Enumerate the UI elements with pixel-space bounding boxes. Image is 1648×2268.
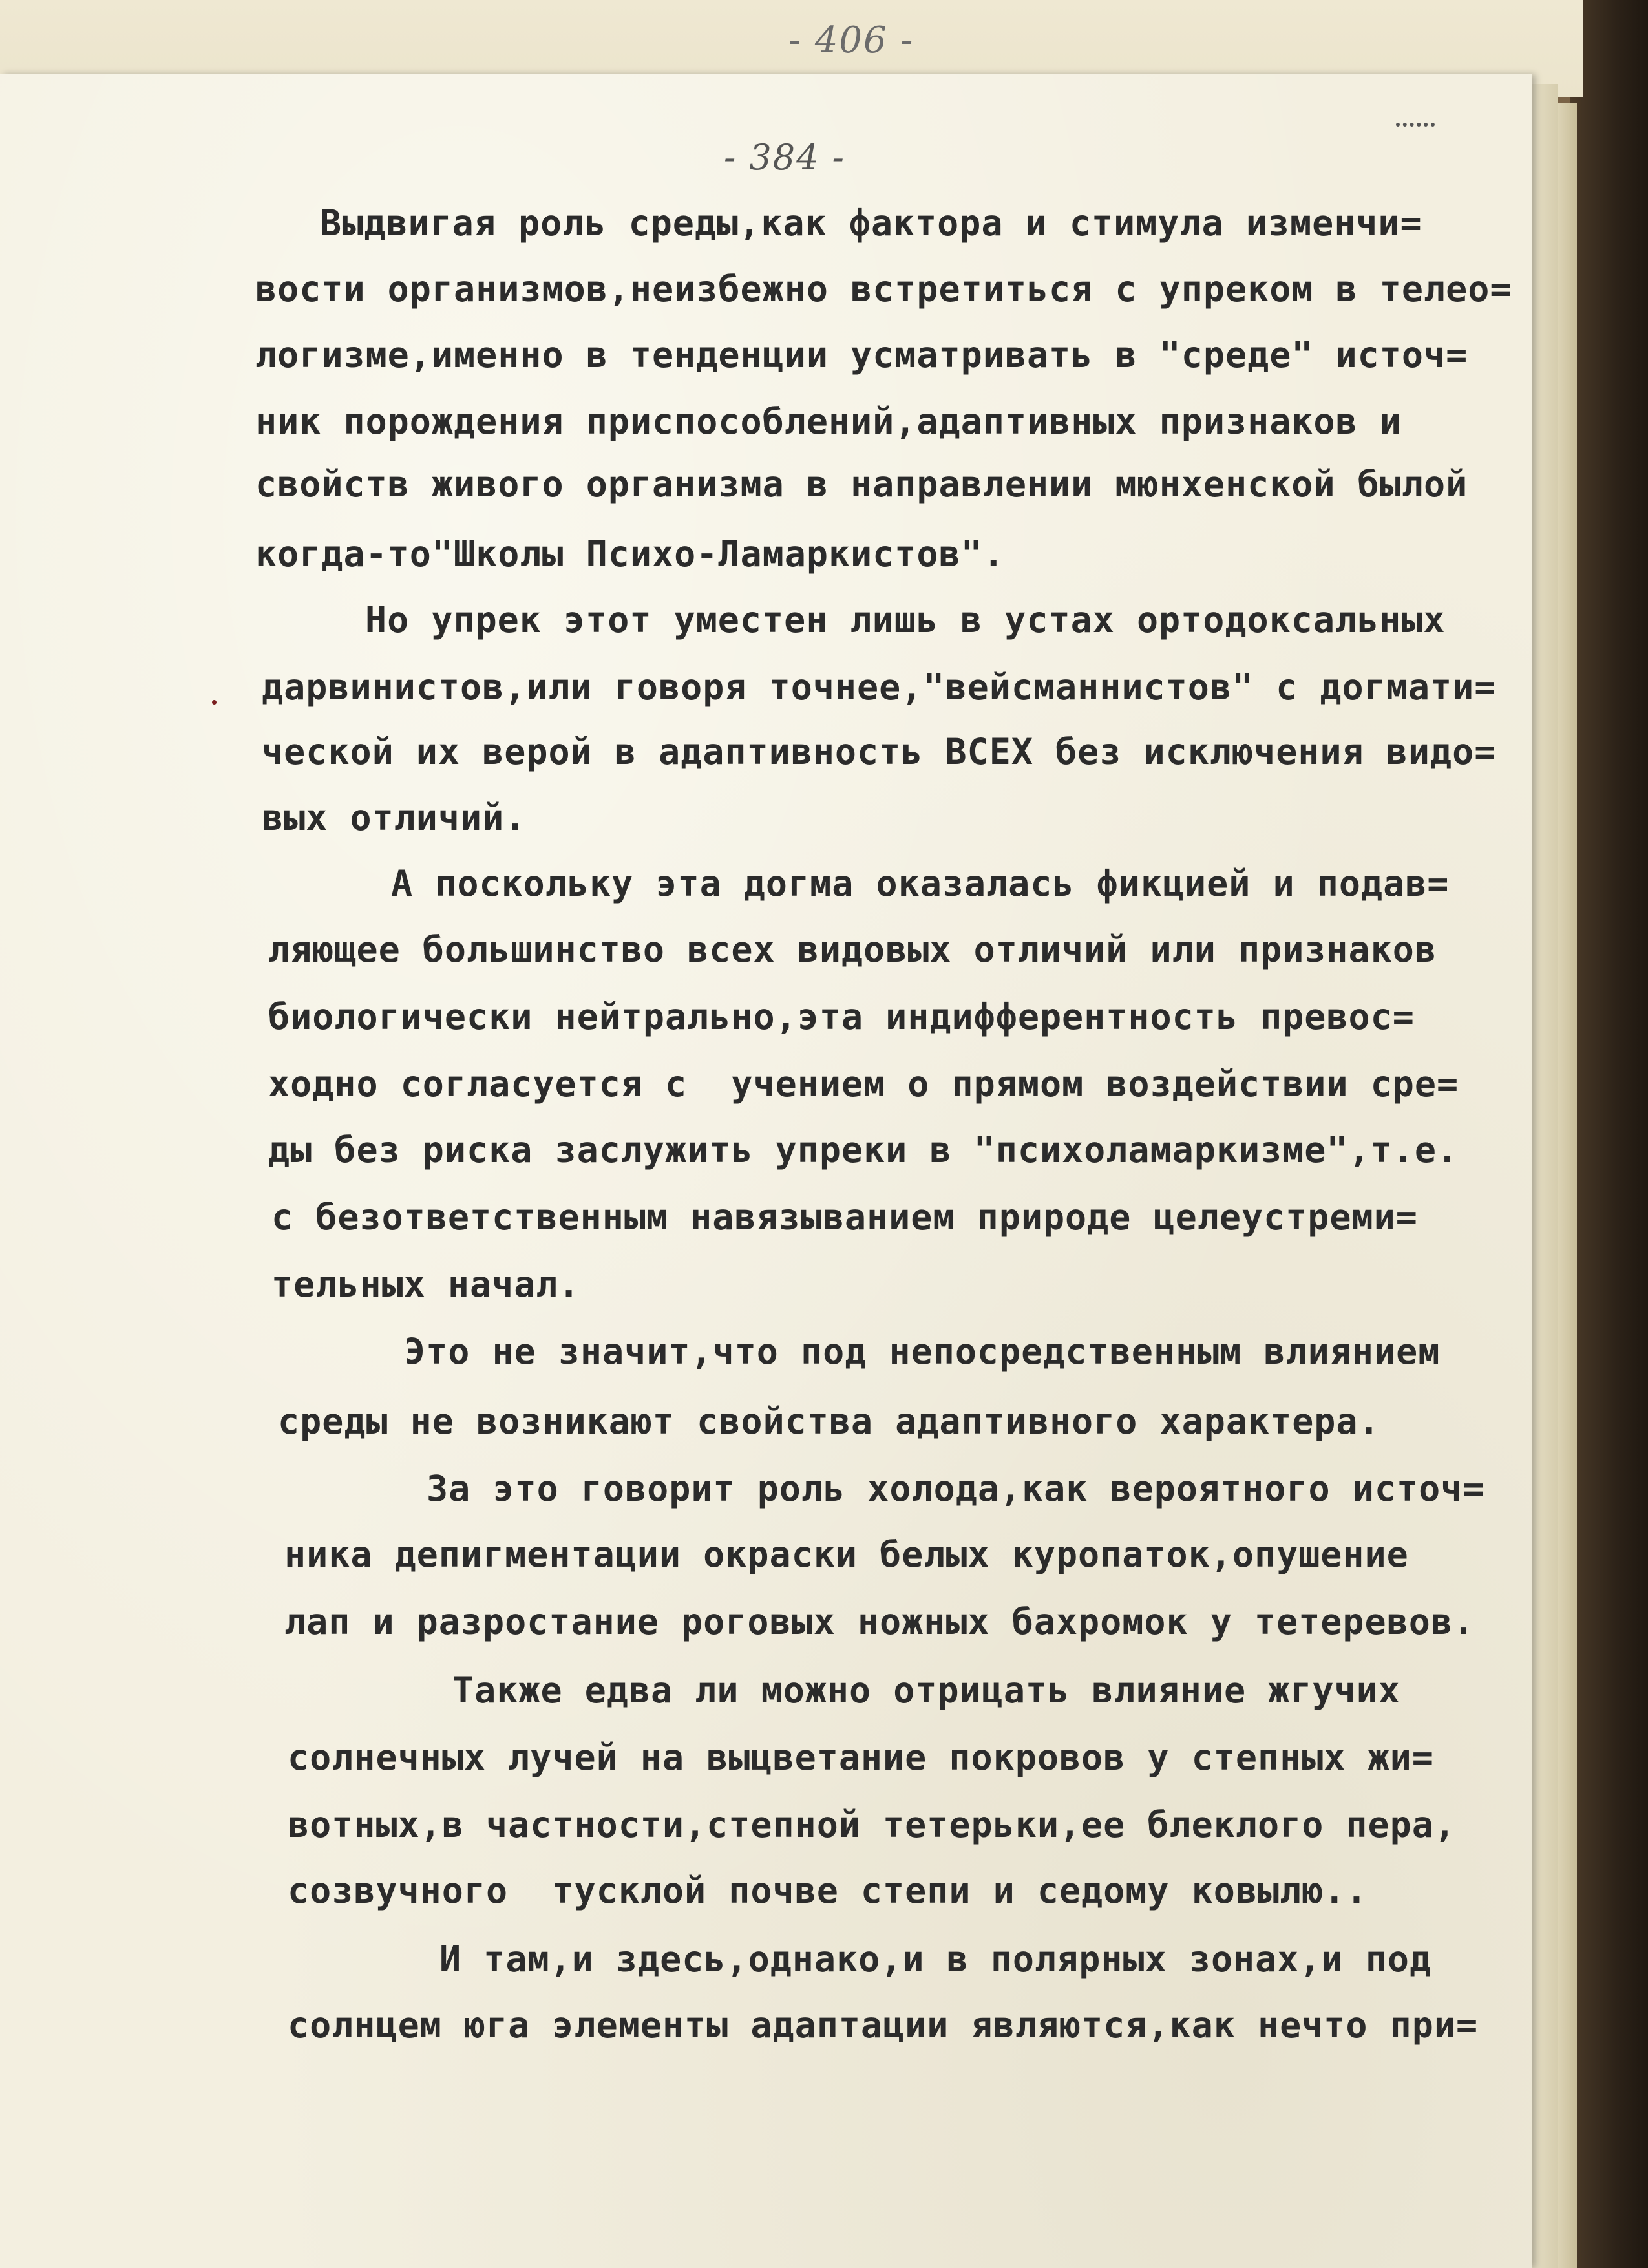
text-line: За это говорит роль холода,как вероятного источ= [427, 1468, 1485, 1509]
text-line: вых отличий. [262, 797, 527, 838]
text-line: созвучного тусклой почве степи и седому ковылю.. [288, 1870, 1368, 1911]
stacked-sheet-edge [1532, 84, 1558, 2268]
archive-page-number: - 406 - [788, 19, 914, 61]
text-line: дарвинистов,или говоря точнее,"вейсманнистов" с догмати= [262, 666, 1497, 708]
text-line: Это не значит,что под непосредственным влиянием [404, 1331, 1441, 1372]
text-line: Но упрек этот уместен лишь в устах ортодоксальных [365, 599, 1446, 641]
text-line: ческой их верой в адаптивность ВСЕХ без исключения видо= [262, 731, 1497, 772]
text-line: тельных начал. [271, 1264, 580, 1305]
text-line: когда-то"Школы Психо-Ламаркистов". [255, 533, 1005, 575]
text-line: Также едва ли можно отрицать влияние жгучих [452, 1669, 1400, 1711]
text-line: с безответственным навязыванием природе целеустреми= [271, 1196, 1418, 1238]
page-number: - 384 - [724, 137, 845, 178]
text-line: солнцем юга элементы адаптации являются,как нечто при= [288, 2004, 1479, 2046]
text-line: ник порождения приспособлений,адаптивных признаков и [255, 401, 1402, 442]
text-line: вотных,в частности,степной тетерьки,ее блеклого пера, [288, 1804, 1456, 1845]
text-line: биологически нейтрально,эта индифферентность превос= [268, 996, 1415, 1037]
text-line: свойств живого организма в направлении мюнхенской былой [255, 463, 1468, 505]
ink-dot [212, 700, 217, 705]
text-line: солнечных лучей на выцветание покровов у степных жи= [288, 1737, 1434, 1778]
text-line: ды без риска заслужить упреки в "психоламаркизме",т.е. [268, 1129, 1459, 1171]
text-line: ходно согласуется с учением о прямом воздействии сре= [268, 1063, 1459, 1105]
text-line: И там,и здесь,однако,и в полярных зонах,и под [439, 1938, 1432, 1980]
corner-mark [1396, 123, 1435, 132]
text-line: лап и разростание роговых ножных бахромок у тетеревов. [284, 1601, 1475, 1642]
text-line: А поскольку эта догма оказалась фикцией и подав= [391, 863, 1450, 904]
text-line: среды не возникают свойства адаптивного характера. [278, 1401, 1380, 1442]
text-line: логизме,именно в тенденции усматривать в "среде" источ= [255, 334, 1468, 376]
text-line: ляющее большинство всех видовых отличий или признаков [268, 929, 1437, 970]
binder-background [1570, 0, 1648, 2268]
text-line: вости организмов,неизбежно встретиться с упреком в телео= [255, 268, 1512, 310]
stacked-sheet-edge [1558, 103, 1577, 2268]
text-line: ника депигментации окраски белых куропаток,опушение [284, 1534, 1409, 1575]
text-line: Выдвигая роль среды,как фактора и стимула изменчи= [320, 202, 1422, 244]
